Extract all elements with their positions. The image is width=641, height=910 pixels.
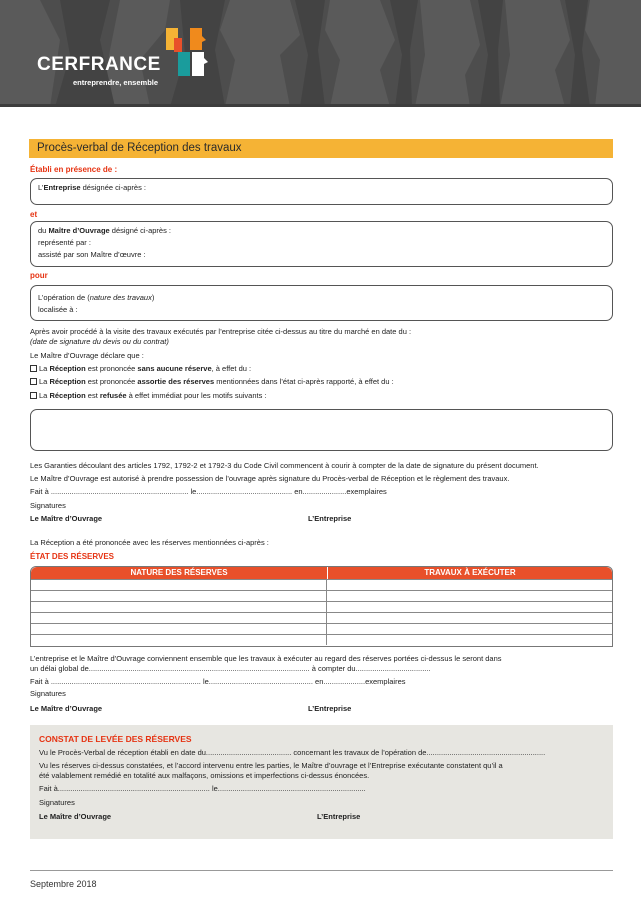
entreprise-field-label: L’Entreprise désignée ci-après : [38, 183, 146, 192]
sign-moa-2: Le Maître d’Ouvrage [30, 704, 103, 713]
checkbox[interactable] [30, 392, 37, 399]
section-label-et: et [30, 210, 38, 219]
section-label-pour: pour [30, 271, 48, 280]
declaration-intro: Le Maître d’Ouvrage déclare que : [30, 351, 144, 360]
logo-wordmark: CERFRANCE [37, 54, 161, 75]
localisee-label: localisée à : [38, 305, 78, 314]
logo-faces-icon [164, 28, 219, 78]
constat-line-3: été valablement remédié en totalité aux malfaçons, omissions et imperfections ci-dessus énoncées. [39, 771, 370, 780]
signatures-label-2: Signatures [30, 689, 66, 698]
assiste-par-label: assisté par son Maître d’œuvre : [38, 250, 146, 259]
sign-ent-2: L’Entreprise [308, 704, 352, 713]
sign-ent-1: L’Entreprise [308, 514, 352, 523]
check-option-avec-reserves[interactable]: La Réception est prononcée assortie des réserves mentionnées dans l’état ci-après rapporté, à effet du : [30, 376, 394, 387]
document-title-bar [29, 139, 613, 158]
operation-field-label: L’opération de (nature des travaux) [38, 293, 155, 302]
constat-sign-ent: L’Entreprise [317, 812, 361, 821]
visit-statement: Après avoir procédé à la visite des travaux exécutés par l’entreprise citée ci-dessus au titre du marché en date du : [30, 327, 412, 336]
signatures-label-1: Signatures [30, 501, 66, 510]
checkbox[interactable] [30, 365, 37, 372]
maitre-ouvrage-field-label: du Maître d’Ouvrage désigné ci-après : [38, 226, 172, 235]
motifs-field-box[interactable] [30, 409, 613, 451]
constat-line-2: Vu les réserves ci-dessus constatées, et l’accord intervenu entre les parties, le Maître d’ouvrage et l’Entreprise exécutante constatent qu’il a [39, 761, 503, 770]
logo-tagline: entreprendre, ensemble [73, 78, 159, 87]
header-banner [0, 0, 641, 107]
table-row[interactable] [31, 634, 612, 645]
col-header-nature: NATURE DES RÉSERVES [130, 568, 228, 577]
table-row[interactable] [31, 601, 612, 612]
constat-line-1: Vu le Procès-Verbal de réception établi en date du......................................... concernant les travaux de l’opération de......................................................... [39, 748, 546, 757]
document-title: Procès-verbal de Réception des travaux [37, 142, 242, 154]
check-option-refusee[interactable]: La Réception est refusée à effet immédiat pour les motifs suivants : [30, 390, 267, 401]
fait-line-2: Fait à ........................................................................ le.................................................. en....................exemplaires [30, 677, 406, 686]
table-row[interactable] [31, 612, 612, 623]
checkbox[interactable] [30, 378, 37, 385]
table-row[interactable] [31, 579, 612, 590]
reserves-table-header [31, 567, 612, 579]
agreement-line-2: un délai global de.......................................................................................................... à compter du.................................... [30, 664, 431, 673]
constat-title: CONSTAT DE LEVÉE DES RÉSERVES [39, 734, 192, 744]
maitre-ouvrage-field-box[interactable] [30, 221, 613, 267]
constat-sign-moa: Le Maître d’Ouvrage [39, 812, 112, 821]
footer-date: Septembre 2018 [30, 879, 97, 889]
represente-par-label: représenté par : [38, 238, 91, 247]
col-header-travaux: TRAVAUX À EXÉCUTER [327, 567, 612, 579]
possession-text: Le Maître d’Ouvrage est autorisé à prendre possession de l’ouvrage après signature du Procès-verbal de Réception et le règlement des travaux. [30, 474, 510, 483]
operation-field-box[interactable] [30, 285, 613, 321]
visit-date-hint: (date de signature du devis ou du contrat) [30, 337, 169, 346]
etat-reserves-heading: ÉTAT DES RÉSERVES [30, 552, 115, 561]
check-option-sans-reserve[interactable]: La Réception est prononcée sans aucune réserve, à effet du : [30, 363, 251, 374]
entreprise-field-box[interactable] [30, 178, 613, 205]
guarantees-text: Les Garanties découlant des articles 1792, 1792-2 et 1792-3 du Code Civil commencent à courir à compter de la date de signature du présent document. [30, 461, 539, 470]
reserves-intro: La Réception a été prononcée avec les réserves mentionnées ci-après : [30, 538, 269, 547]
agreement-line-1: L’entreprise et le Maître d’Ouvrage conviennent ensemble que les travaux à exécuter au regard des réserves portées ci-dessus le seront dans [30, 654, 502, 663]
constat-signatures: Signatures [39, 798, 75, 807]
footer-divider [30, 870, 613, 871]
section-label-etabli: Établi en présence de : [30, 165, 118, 174]
table-row[interactable] [31, 590, 612, 601]
table-row[interactable] [31, 623, 612, 634]
constat-levee-panel [30, 725, 613, 839]
reserves-table [30, 566, 613, 647]
sign-moa-1: Le Maître d’Ouvrage [30, 514, 103, 523]
constat-fait: Fait à......................................................................... le....................................................................... [39, 784, 366, 793]
fait-line-1: Fait à .................................................................. le.............................................. en.....................exemplaires [30, 487, 387, 496]
